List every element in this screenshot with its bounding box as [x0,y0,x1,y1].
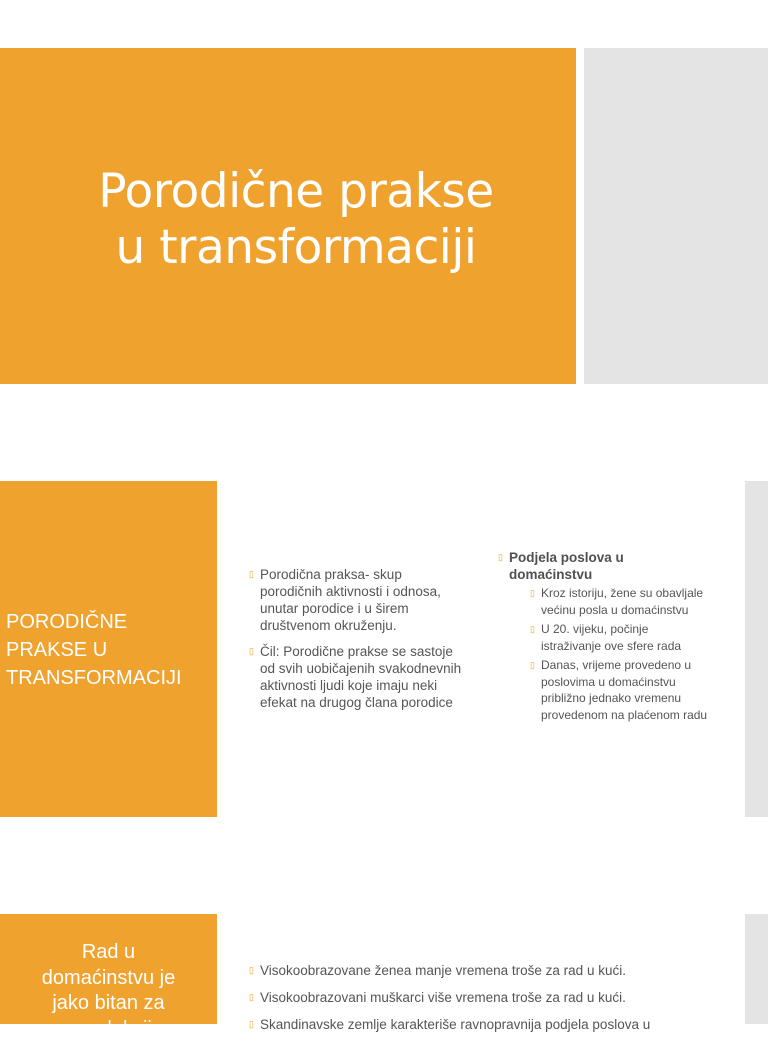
slide3-heading [0,940,217,1042]
slide2-heading [6,608,211,692]
square-bullet-icon: ▯ [249,965,254,975]
square-bullet-icon: ▯ [530,660,535,670]
slide2-right-bullet-list [530,585,710,726]
title-line: Porodične prakse [98,164,494,219]
square-bullet-icon: ▯ [530,624,535,634]
slide2-left-bullet-list [249,566,464,720]
square-bullet-icon: ▯ [249,646,254,656]
list-item [249,1016,739,1033]
square-bullet-icon: ▯ [249,569,254,579]
heading-line: jako bitan za [52,992,165,1014]
list-item [530,621,710,654]
slide3-bullet-list [249,962,739,1043]
heading-line: Rad u [81,941,136,963]
heading-line: TRANSFORMACIJI [6,667,182,689]
heading-line: PRAKSE U [6,639,108,661]
bullet-text: Visokoobrazovane ženea manje vremena troše za rad u kući. [260,963,626,978]
title-slide-side-panel [584,48,768,384]
bullet-text: U 20. vijeku, počinje istraživanje ove sfere rada [541,622,682,653]
list-item [249,566,464,634]
list-item [249,643,464,711]
bullet-text: Visokoobrazovani muškarci više vremena troše za rad u kući. [260,990,626,1005]
list-item [530,657,710,723]
bullet-text: Danas, vrijeme provedeno u poslovima u domaćinstvu približno jednako vremenu provedenom na plaćenom radu [541,658,708,722]
square-bullet-icon: ▯ [498,552,503,562]
square-bullet-icon: ▯ [249,992,254,1002]
square-bullet-icon: ▯ [530,588,535,598]
heading-line: PORODIČNE [6,611,128,633]
bullet-text: Porodična praksa- skup porodičnih aktivnosti i odnosa, unutar porodice i u širem društvenom okruženju. [260,567,441,633]
list-item [249,989,739,1006]
bullet-text: Kroz istoriju, žene su obavljale većinu posla u domaćinstvu [541,586,704,617]
square-bullet-icon: ▯ [249,1019,254,1029]
bullet-heading-text: Podjela poslova u domaćinstvu [509,550,624,582]
bullet-text: Čil: Porodične prakse se sastoje od svih uobičajenih svakodnevnih aktivnosti ljudi koje imaju neki efekat na drugog člana porodice [260,644,462,710]
heading-line: reprodukciju [54,1017,163,1040]
slide2-side-panel [745,481,768,817]
list-item [530,585,710,618]
slide2-right-heading [498,549,708,583]
bullet-text: Skandinavske zemlje karakteriše ravnopravnija podjela poslova u [260,1017,651,1032]
title-line: u transformaciji [115,220,477,275]
slide3-side-panel [745,914,768,1024]
heading-line: domaćinstvu je [41,966,176,989]
title-slide-heading [0,164,592,276]
list-item [249,962,739,979]
